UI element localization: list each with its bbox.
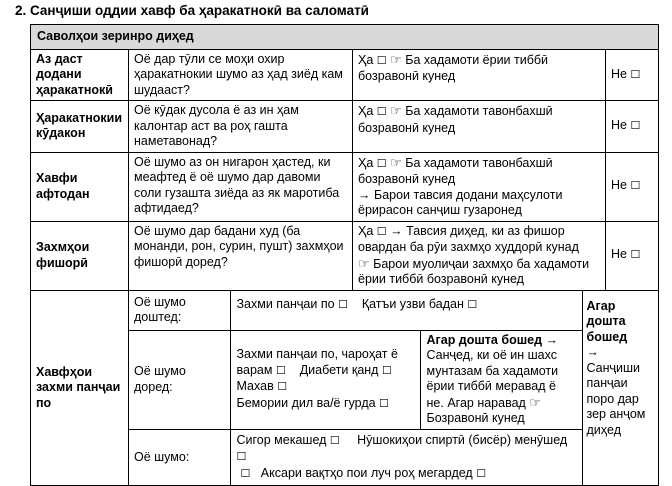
checkbox-yes[interactable]: ☐ [376,54,387,67]
row-label: Аз даст додани ҳаракатнокӣ [31,49,129,101]
if-yes-action: Бозравонӣ кунед [426,411,525,425]
sub-options [230,291,582,331]
checkbox-yes[interactable]: ☐ [376,225,387,238]
checkbox[interactable]: ☐ [329,434,340,447]
option-label: Аксари вақтҳо пои луч роҳ мегардед [260,465,473,480]
no-label: Не [611,66,627,81]
yes-label: Ҳа [358,52,374,67]
question-text: Оё шумо аз он нигарон ҳастед, ки меафтед ё оё шумо дар давоми соли гузашта зиёда аз як маротиба афтидаед? [129,152,353,221]
checkbox[interactable]: ☐ [338,298,348,311]
yes-action: Ба хадамоти тавонбахшӣ бозравонӣ кунед [358,104,553,135]
checkbox[interactable]: ☐ [476,467,487,480]
foot-risk-row [31,290,659,486]
yes-cell [353,49,606,101]
yes-cell [353,101,606,153]
table-row [31,49,659,101]
if-yes-heading: Агар дошта бошед [426,332,543,347]
checkbox[interactable]: ☐ [275,364,286,377]
yes-action-secondary: Барои муолиҷаи захмҳо ба хадамоти ёрии тиббӣ бозравонӣ кунед [358,256,590,286]
arrow-icon: → [358,187,371,202]
no-label: Не [611,118,627,132]
option-label: Махав [236,379,274,393]
yes-action: Ба хадамоти ёрии тиббӣ бозравонӣ кунед [358,52,549,83]
question-text: Оё кӯдак дусола ё аз ин ҳам калонтар аст ва роҳ гашта наметавонад? [129,101,353,153]
table-row [31,101,659,153]
yes-action: Ба хадамоти тавонбахшӣ бозравонӣ кунед [358,155,553,186]
row-label: Хавфҳои захми панҷаи по [31,290,129,486]
arrow-icon: → [586,345,600,359]
checkbox-no[interactable]: ☐ [630,180,641,193]
sub-options [230,429,582,485]
checkbox[interactable]: ☐ [236,451,247,463]
question-text: Оё дар тӯли се моҳи охир ҳаракатнокии шумо аз ҳад зиёд кам шудааст? [129,49,353,101]
option-label: Сигор мекашед [236,432,327,447]
yes-label: Ҳа [358,223,374,238]
hand-pointer-icon: ☞ [390,103,402,118]
no-cell [606,101,659,153]
sub-options [230,330,420,429]
yes-label: Ҳа [358,155,374,170]
question-text: Оё шумо дар бадани худ (ба монанди, рон, сурин, пушт) захмҳои фишорӣ доред? [129,221,353,290]
sub-label: Оё шумо доред: [129,330,230,429]
no-label: Не [611,178,627,193]
side-note [582,291,658,486]
hand-pointer-icon: ☞ [358,255,370,271]
checkbox-no[interactable]: ☐ [630,68,641,81]
option-label: Диабети қанд [299,362,379,377]
yes-cell [353,221,606,290]
hand-pointer-icon: ☞ [390,154,402,170]
sub-label: Оё шумо: [129,429,230,485]
section-title: 2. Санҷиши оддии хавф ба ҳаракатнокӣ ва саломатӣ [15,3,369,18]
yes-action: Тавсия диҳед, ки аз фишор овардан ба рӯи захмҳо худдорӣ кунад [358,223,579,254]
hand-pointer-icon: ☞ [529,394,541,410]
option-label: варам [236,362,273,377]
table-header: Саволҳои зеринро диҳед [31,25,659,50]
checkbox[interactable]: ☐ [467,298,478,311]
yes-label: Ҳа [358,104,374,118]
foot-subtable [129,291,658,486]
arrow-icon: → [545,332,558,347]
checkbox-yes[interactable]: ☐ [376,106,387,118]
option-label: Захми панҷаи по [236,296,335,311]
no-cell [606,152,659,221]
checkbox[interactable]: ☐ [379,397,389,410]
hand-pointer-icon: ☞ [390,51,402,67]
table-row [31,221,659,290]
checkbox-no[interactable]: ☐ [630,120,641,132]
table-row [31,152,659,221]
side-heading: Агар дошта бошед [586,298,628,344]
row-label: Ҳаракатнокии кӯдакон [31,101,129,153]
row-label: Хавфи афтодан [31,152,129,221]
checkbox-yes[interactable]: ☐ [376,157,387,170]
if-yes-cell [420,330,582,429]
no-cell [606,49,659,101]
checkbox[interactable]: ☐ [240,467,251,480]
no-cell [606,221,659,290]
side-text: Санҷиши панҷаи поро дар зер анҷом диҳед [586,360,646,437]
checkbox[interactable]: ☐ [381,364,392,377]
screening-table [30,24,659,486]
yes-action-secondary: Барои тавсия додани маҳсулоти ёрирасон санҷиш гузаронед [358,187,563,217]
row-label: Захмҳои фишорӣ [31,221,129,290]
checkbox[interactable]: ☐ [277,381,288,393]
yes-cell [353,152,606,221]
arrow-icon: → [390,223,403,238]
option-label: Қатъи узви бадан [361,296,464,311]
option-label: Бемории дил ва/ё гурда [236,395,376,410]
no-label: Не [611,247,627,262]
option-intro: Захми панҷаи по, чароҳат ё [236,347,398,361]
option-label: Нӯшокиҳои спиртӣ (бисёр) менӯшед [357,432,568,447]
if-yes-text: Санҷед, ки оё ин шахс мунтазам ба хадамоти ёрии тиббӣ меравад ё не. Агар наравад [426,348,559,410]
checkbox-no[interactable]: ☐ [630,249,641,262]
sub-label: Оё шумо доштед: [129,291,230,331]
